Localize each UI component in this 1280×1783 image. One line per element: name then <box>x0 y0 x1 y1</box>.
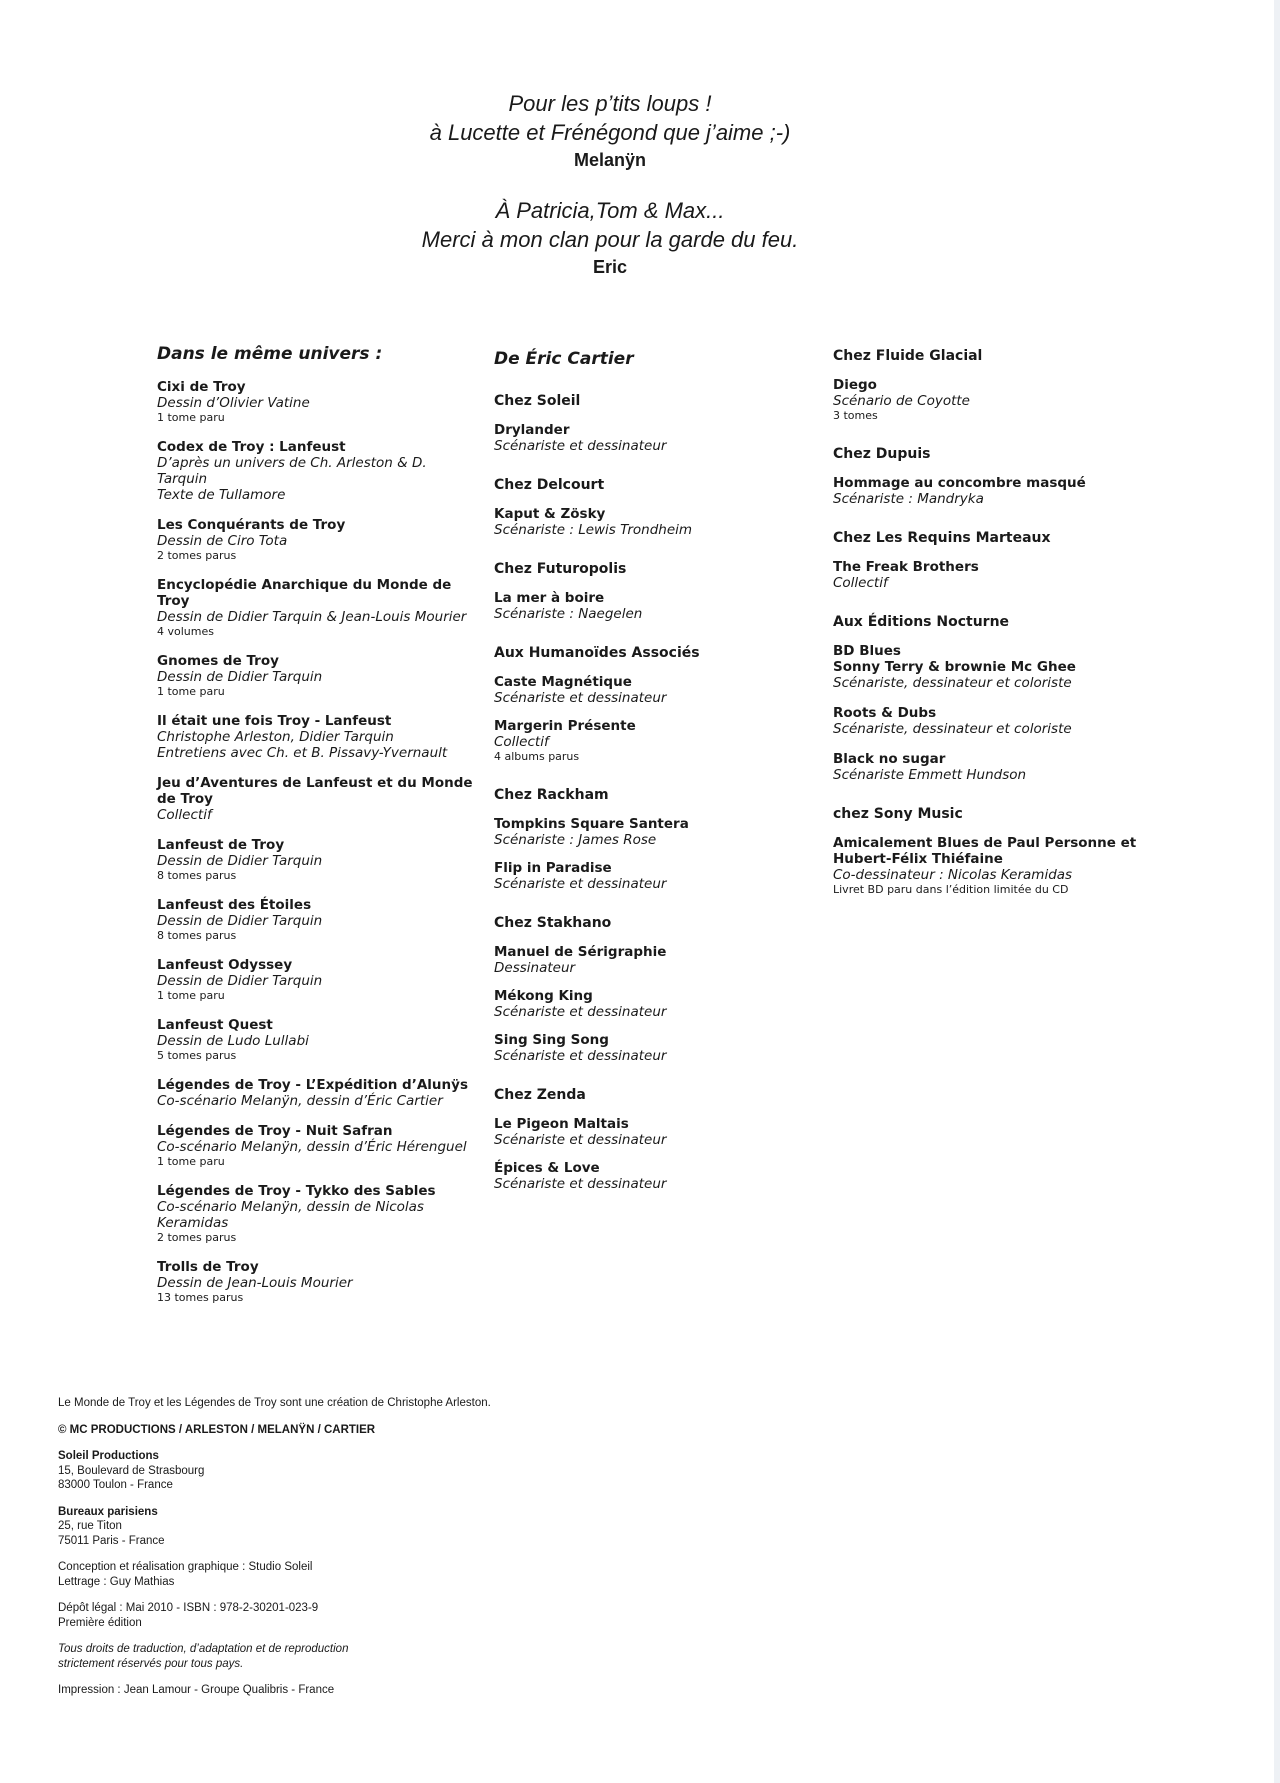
book-title: Jeu d’Aventures de Lanfeust et du Monde de Troy <box>157 775 473 807</box>
book-volumes: 5 tomes parus <box>157 1049 237 1062</box>
publisher-heading: Chez Soleil <box>494 393 581 409</box>
book-entry <box>833 475 1153 507</box>
book-title: Margerin Présente <box>494 718 636 734</box>
book-credit: Dessin de Didier Tarquin <box>157 973 323 989</box>
book-title: Amicalement Blues de Paul Personne et Hubert-Félix Thiéfaine <box>833 835 1137 867</box>
legal-deposit <box>58 1601 658 1630</box>
book-title: Flip in Paradise <box>494 860 612 876</box>
book-title: Le Pigeon Maltais <box>494 1116 629 1132</box>
book-entry <box>494 944 794 976</box>
book-title: Il était une fois Troy - Lanfeust <box>157 713 392 729</box>
book-volumes: 1 tome paru <box>157 989 225 1002</box>
book-credit: Christophe Arleston, Didier Tarquin <box>157 729 394 745</box>
book-credit: Dessin de Ludo Lullabi <box>157 1033 309 1049</box>
design-credits <box>58 1560 658 1589</box>
book-volumes: 1 tome paru <box>157 411 225 424</box>
book-title: Diego <box>833 377 877 393</box>
dedication-signature: Eric <box>592 257 628 277</box>
book-credit: Scénariste et dessinateur <box>494 876 667 892</box>
printing-info <box>58 1683 658 1698</box>
book-title: Trolls de Troy <box>157 1259 259 1275</box>
book-credit: D’après un univers de Ch. Arleston & D. Tarquin <box>157 455 427 487</box>
book-credit: Scénariste et dessinateur <box>494 1048 667 1064</box>
publisher-heading: Chez Dupuis <box>833 446 931 462</box>
book-title: Roots & Dubs <box>833 705 937 721</box>
univers-column <box>157 343 477 1319</box>
book-volumes: 4 volumes <box>157 625 214 638</box>
dedication-line: à Lucette et Frénégond que j’aime ;-) <box>429 120 791 145</box>
book-entry <box>157 1259 477 1305</box>
copyright-block <box>58 1423 658 1438</box>
book-title: Drylander <box>494 422 570 438</box>
book-credit: Scénario de Coyotte <box>833 393 970 409</box>
book-credit: Dessin d’Olivier Vatine <box>157 395 310 411</box>
rights-notice <box>58 1642 658 1671</box>
book-entry <box>494 988 794 1020</box>
book-title: Encyclopédie Anarchique du Monde de Troy <box>157 577 452 609</box>
copyright-text: © MC PRODUCTIONS / ARLESTON / MELANŸN / CARTIER <box>58 1423 376 1436</box>
book-title: Sing Sing Song <box>494 1032 609 1048</box>
book-credit: Dessin de Jean-Louis Mourier <box>157 1275 353 1291</box>
book-title: Kaput & Zösky <box>494 506 606 522</box>
book-entry <box>494 1160 794 1192</box>
book-volumes: 8 tomes parus <box>157 929 237 942</box>
book-credit: Collectif <box>833 575 888 591</box>
lettering-line: Lettrage : Guy Mathias <box>58 1575 175 1588</box>
book-credit: Scénariste : James Rose <box>494 832 657 848</box>
book-credit: Scénariste et dessinateur <box>494 1132 667 1148</box>
book-volumes: 13 tomes parus <box>157 1291 244 1304</box>
book-title: The Freak Brothers <box>833 559 979 575</box>
dedication-melanyn <box>0 89 1220 173</box>
book-title: Sonny Terry & brownie Mc Ghee <box>833 659 1076 675</box>
book-credit: Scénariste et dessinateur <box>494 1176 667 1192</box>
book-entry <box>494 1032 794 1064</box>
book-credit: Scénariste Emmett Hundson <box>833 767 1027 783</box>
book-entry <box>494 590 794 622</box>
book-title: Légendes de Troy - Nuit Safran <box>157 1123 393 1139</box>
publisher-heading: Chez Delcourt <box>494 477 605 493</box>
book-credit: Dessin de Ciro Tota <box>157 533 288 549</box>
book-title: Lanfeust Quest <box>157 1017 273 1033</box>
book-title: Cixi de Troy <box>157 379 246 395</box>
book-volumes: 8 tomes parus <box>157 869 237 882</box>
book-title: Codex de Troy : Lanfeust <box>157 439 346 455</box>
rights-line: Tous droits de traduction, d’adaptation et de reproduction <box>58 1643 349 1655</box>
book-title: La mer à boire <box>494 590 605 606</box>
book-volumes: 4 albums parus <box>494 750 580 763</box>
book-title: Épices & Love <box>494 1160 600 1176</box>
dedication-line: Pour les p’tits loups ! <box>508 91 712 116</box>
book-volumes: 1 tome paru <box>157 685 225 698</box>
book-entry <box>494 860 794 892</box>
address-line: 83000 Toulon - France <box>58 1479 173 1491</box>
other-publishers-column <box>833 347 1153 911</box>
colophon <box>58 1396 658 1710</box>
publisher-heading: Chez Futuropolis <box>494 561 627 577</box>
dedication-line: À Patricia,Tom & Max... <box>495 198 725 223</box>
book-credit: Scénariste : Naegelen <box>494 606 643 622</box>
book-entry <box>157 1183 477 1245</box>
book-volumes: 3 tomes <box>833 409 878 422</box>
publisher-heading: Chez Zenda <box>494 1087 586 1103</box>
book-title: Caste Magnétique <box>494 674 632 690</box>
book-entry <box>157 713 477 761</box>
book-title: Hommage au concombre masqué <box>833 475 1086 491</box>
book-credit: Scénariste : Mandryka <box>833 491 984 507</box>
book-entry <box>157 439 477 503</box>
page-edge <box>1274 0 1280 1783</box>
book-entry <box>157 957 477 1003</box>
paris-office-address <box>58 1505 658 1549</box>
book-title: Lanfeust Odyssey <box>157 957 293 973</box>
dedication-eric <box>0 196 1220 280</box>
book-entry <box>157 577 477 639</box>
publisher-name: Soleil Productions <box>58 1450 159 1462</box>
book-entry <box>157 1077 477 1109</box>
book-entry <box>157 837 477 883</box>
book-credit: Scénariste et dessinateur <box>494 438 667 454</box>
book-credit: Entretiens avec Ch. et B. Pissavy-Yvernault <box>157 745 448 761</box>
book-title: Les Conquérants de Troy <box>157 517 346 533</box>
book-credit: Collectif <box>157 807 212 823</box>
book-entry <box>157 517 477 563</box>
book-credit: Co-scénario Melanÿn, dessin d’Éric Hérenguel <box>157 1139 467 1155</box>
book-entry <box>833 705 1153 737</box>
section-heading: De Éric Cartier <box>494 349 634 369</box>
book-credit: Collectif <box>494 734 549 750</box>
publisher-heading: chez Sony Music <box>833 806 963 822</box>
book-entry <box>494 718 794 764</box>
book-entry <box>494 674 794 706</box>
book-volumes: 2 tomes parus <box>157 549 237 562</box>
creation-text: Le Monde de Troy et les Légendes de Troy sont une création de Christophe Arleston. <box>58 1397 491 1409</box>
publisher-heading: Chez Les Requins Marteaux <box>833 530 1051 546</box>
book-entry <box>833 559 1153 591</box>
book-entry <box>157 653 477 699</box>
book-entry <box>494 422 794 454</box>
book-credit: Co-dessinateur : Nicolas Keramidas <box>833 867 1073 883</box>
isbn-line: Dépôt légal : Mai 2010 - ISBN : 978-2-30201-023-9 <box>58 1602 319 1614</box>
book-title: Lanfeust de Troy <box>157 837 285 853</box>
section-heading: Dans le même univers : <box>157 344 383 364</box>
printing-line: Impression : Jean Lamour - Groupe Qualibris - France <box>58 1684 335 1696</box>
book-title: Légendes de Troy - L’Expédition d’Alunÿs <box>157 1077 468 1093</box>
book-credit: Texte de Tullamore <box>157 487 286 503</box>
book-entry <box>494 816 794 848</box>
edition-line: Première édition <box>58 1616 142 1629</box>
book-entry <box>833 643 1153 691</box>
address-line: 15, Boulevard de Strasbourg <box>58 1464 205 1477</box>
book-entry <box>494 1116 794 1148</box>
book-title: Légendes de Troy - Tykko des Sables <box>157 1183 436 1199</box>
book-entry <box>833 377 1153 423</box>
book-title: Tompkins Square Santera <box>494 816 689 832</box>
book-title: Lanfeust des Étoiles <box>157 897 312 913</box>
book-credit: Scénariste, dessinateur et coloriste <box>833 721 1072 737</box>
address-line: 75011 Paris - France <box>58 1534 165 1547</box>
book-credit: Scénariste, dessinateur et coloriste <box>833 675 1072 691</box>
cartier-column <box>494 348 794 1204</box>
book-credit: Dessin de Didier Tarquin <box>157 853 323 869</box>
book-credit: Co-scénario Melanÿn, dessin d’Éric Cartier <box>157 1093 443 1109</box>
book-credit: Dessin de Didier Tarquin <box>157 913 323 929</box>
publisher-heading: Chez Rackham <box>494 787 609 803</box>
book-credit: Co-scénario Melanÿn, dessin de Nicolas Keramidas <box>157 1199 424 1231</box>
book-volumes: 2 tomes parus <box>157 1231 237 1244</box>
dedication-line: Merci à mon clan pour la garde du feu. <box>421 227 799 252</box>
book-title: Black no sugar <box>833 751 946 767</box>
book-entry <box>494 506 794 538</box>
design-line: Conception et réalisation graphique : Studio Soleil <box>58 1561 313 1573</box>
book-credit: Dessinateur <box>494 960 576 976</box>
publisher-heading: Aux Humanoïdes Associés <box>494 645 700 661</box>
publisher-address <box>58 1449 658 1493</box>
rights-line: strictement réservés pour tous pays. <box>58 1657 244 1670</box>
book-entry <box>157 1123 477 1169</box>
book-credit: Scénariste : Lewis Trondheim <box>494 522 693 538</box>
address-line: 25, rue Titon <box>58 1520 122 1532</box>
creation-note <box>58 1396 658 1411</box>
book-entry <box>157 1017 477 1063</box>
book-volumes: Livret BD paru dans l’édition limitée du CD <box>833 883 1069 896</box>
book-credit: Dessin de Didier Tarquin & Jean-Louis Mourier <box>157 609 467 625</box>
book-title: Gnomes de Troy <box>157 653 279 669</box>
publisher-heading: Aux Éditions Nocturne <box>833 614 1010 630</box>
publisher-heading: Chez Stakhano <box>494 915 612 931</box>
publisher-heading: Chez Fluide Glacial <box>833 348 983 364</box>
book-entry <box>157 897 477 943</box>
book-title: Mékong King <box>494 988 593 1004</box>
book-entry <box>833 751 1153 783</box>
book-title: BD Blues <box>833 643 901 659</box>
book-entry <box>157 775 477 823</box>
book-volumes: 1 tome paru <box>157 1155 225 1168</box>
book-credit: Scénariste et dessinateur <box>494 690 667 706</box>
book-credit: Dessin de Didier Tarquin <box>157 669 323 685</box>
book-title: Manuel de Sérigraphie <box>494 944 667 960</box>
book-entry <box>833 835 1153 897</box>
dedication-signature: Melanÿn <box>573 150 647 170</box>
book-credit: Scénariste et dessinateur <box>494 1004 667 1020</box>
office-name: Bureaux parisiens <box>58 1505 158 1518</box>
book-entry <box>157 379 477 425</box>
